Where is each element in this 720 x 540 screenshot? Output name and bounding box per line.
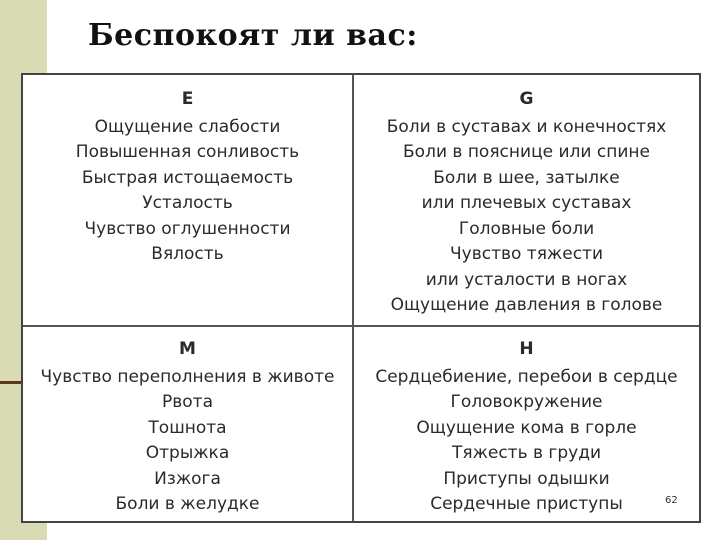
slide-title: Беспокоят ли вас: xyxy=(88,18,418,53)
quadrant-h-letter: H xyxy=(519,339,534,359)
symptom-item: Вялость xyxy=(151,244,224,264)
page-number: 62 xyxy=(665,495,678,506)
symptom-item: Ощущение слабости xyxy=(94,116,281,137)
symptom-item: Чувство переполнения в животе xyxy=(40,366,335,387)
symptom-item: Повышенная сонливость xyxy=(75,142,300,162)
symptom-item: Усталость xyxy=(142,193,233,213)
quadrant-m-letter: M xyxy=(179,339,196,359)
symptom-item: Изжога xyxy=(154,468,221,489)
symptom-item: Приступы одышки xyxy=(443,468,610,489)
symptom-table xyxy=(21,73,701,523)
symptom-item: или плечевых суставах xyxy=(421,193,632,213)
symptom-item: Головокружение xyxy=(450,392,603,412)
symptom-item: Головные боли xyxy=(458,218,595,239)
quadrant-g xyxy=(354,75,699,327)
symptom-item: Ощущение давления в голове xyxy=(390,295,663,315)
quadrant-m xyxy=(23,327,354,521)
symptom-item: Чувство оглушенности xyxy=(84,218,291,239)
symptom-item: Быстрая истощаемость xyxy=(81,167,294,188)
symptom-item: Рвота xyxy=(162,392,213,412)
symptom-item: Боли в шее, затылке xyxy=(433,167,620,188)
symptom-item: Тяжесть в груди xyxy=(451,443,602,463)
quadrant-e xyxy=(23,75,354,327)
quadrant-g-letter: G xyxy=(519,89,534,109)
symptom-item: Чувство тяжести xyxy=(449,244,603,264)
symptom-item: Боли в суставах и конечностях xyxy=(386,116,667,137)
symptom-item: Отрыжка xyxy=(145,443,230,463)
symptom-item: Боли в желудке xyxy=(115,494,260,514)
quadrant-h xyxy=(354,327,699,521)
symptom-item: Боли в пояснице или спине xyxy=(403,142,650,162)
symptom-item: или усталости в ногах xyxy=(425,269,628,290)
quadrant-e-letter: E xyxy=(181,89,194,109)
symptom-item: Ощущение кома в горле xyxy=(416,417,637,438)
symptom-item: Сердцебиение, перебои в сердце xyxy=(375,366,678,387)
symptom-item: Сердечные приступы xyxy=(430,494,623,514)
symptom-item: Тошнота xyxy=(148,417,227,438)
